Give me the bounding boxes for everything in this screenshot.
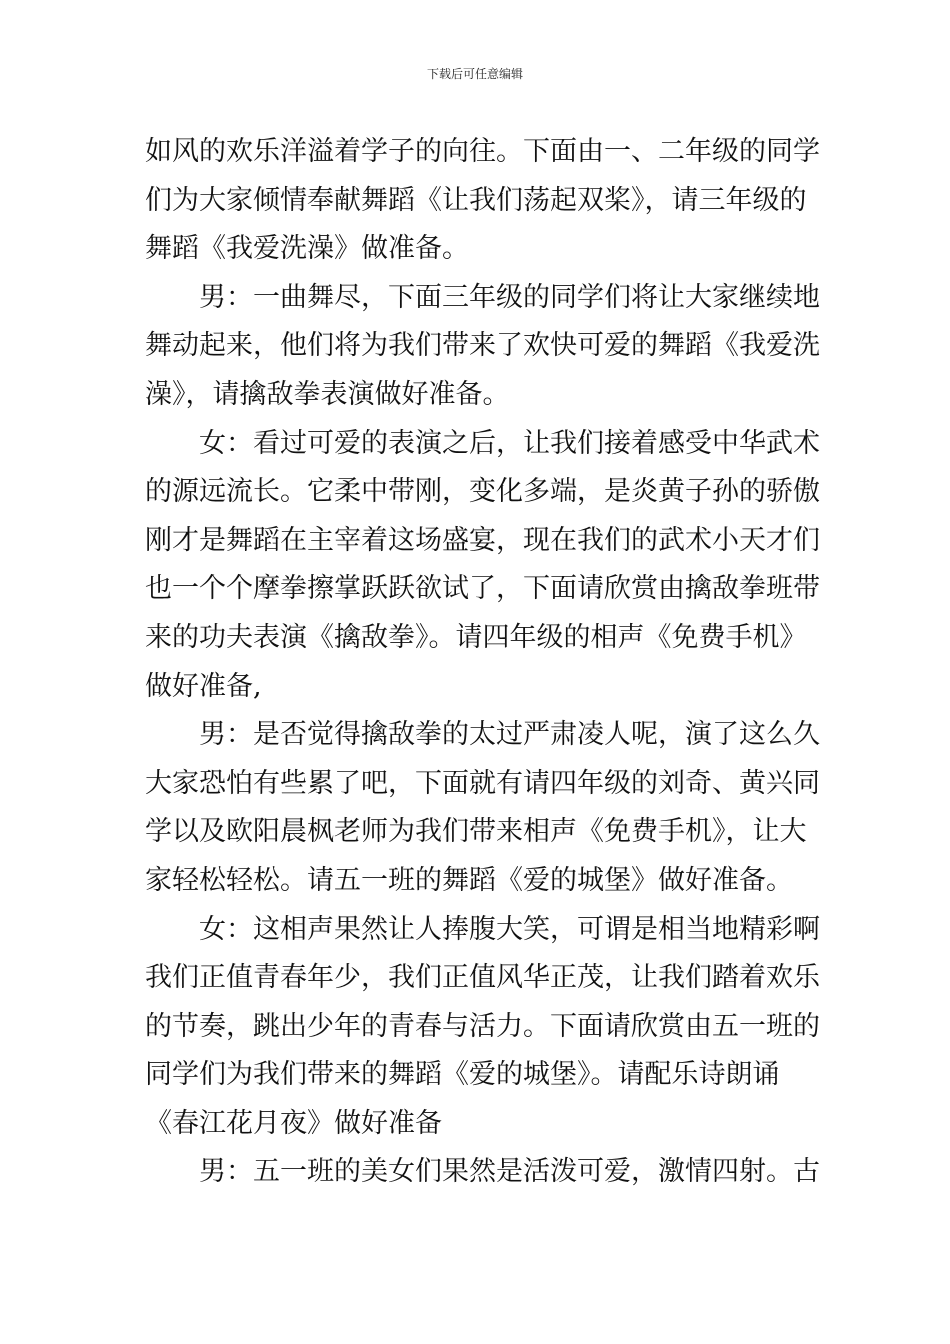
paragraph-start-line: 男：一曲舞尽，下面三年级的同学们将让大家继续地 xyxy=(199,281,820,313)
text-line: 来的功夫表演《擒敌拳》。请四年级的相声《免费手机》 xyxy=(145,621,807,653)
text-line: 我们正值青春年少，我们正值风华正茂，让我们踏着欢乐 xyxy=(145,962,820,994)
paragraph-start-line: 女：看过可爱的表演之后，让我们接着感受中华武术 xyxy=(199,427,820,459)
text-line: 也一个个摩拳擦掌跃跃欲试了，下面请欣赏由擒敌拳班带 xyxy=(145,573,820,605)
paragraph-start-line: 男：是否觉得擒敌拳的太过严肃凌人呢，演了这么久 xyxy=(199,719,820,751)
page-header: 下载后可任意编辑 xyxy=(426,67,523,81)
text-line: 做好准备, xyxy=(145,670,262,702)
text-line: 大家恐怕有些累了吧，下面就有请四年级的刘奇、黄兴同 xyxy=(145,767,820,799)
text-line: 舞蹈《我爱洗澡》做准备。 xyxy=(145,233,469,265)
text-line: 的源远流长。它柔中带刚，变化多端，是炎黄子孙的骄傲 xyxy=(145,476,820,508)
text-line: 《春江花月夜》做好准备 xyxy=(145,1107,442,1139)
text-line: 们为大家倾情奉献舞蹈《让我们荡起双桨》，请三年级的 xyxy=(145,184,807,216)
text-line: 舞动起来，他们将为我们带来了欢快可爱的舞蹈《我爱洗 xyxy=(145,330,820,362)
paragraph-start-line: 男：五一班的美女们果然是活泼可爱，激情四射。古 xyxy=(199,1156,820,1188)
text-line: 的节奏，跳出少年的青春与活力。下面请欣赏由五一班的 xyxy=(145,1010,820,1042)
text-line: 刚才是舞蹈在主宰着这场盛宴，现在我们的武术小天才们 xyxy=(145,524,820,556)
text-line: 学以及欧阳晨枫老师为我们带来相声《免费手机》，让大 xyxy=(145,816,807,848)
text-line: 家轻松轻松。请五一班的舞蹈《爱的城堡》做好准备。 xyxy=(145,864,793,896)
document-body xyxy=(145,128,820,1197)
paragraph-start-line: 女：这相声果然让人捧腹大笑，可谓是相当地精彩啊 xyxy=(199,913,820,945)
text-line: 同学们为我们带来的舞蹈《爱的城堡》。请配乐诗朗诵 xyxy=(145,1059,780,1091)
text-line: 如风的欢乐洋溢着学子的向往。下面由一、二年级的同学 xyxy=(145,136,820,167)
text-line: 澡》，请擒敌拳表演做好准备。 xyxy=(145,378,510,410)
